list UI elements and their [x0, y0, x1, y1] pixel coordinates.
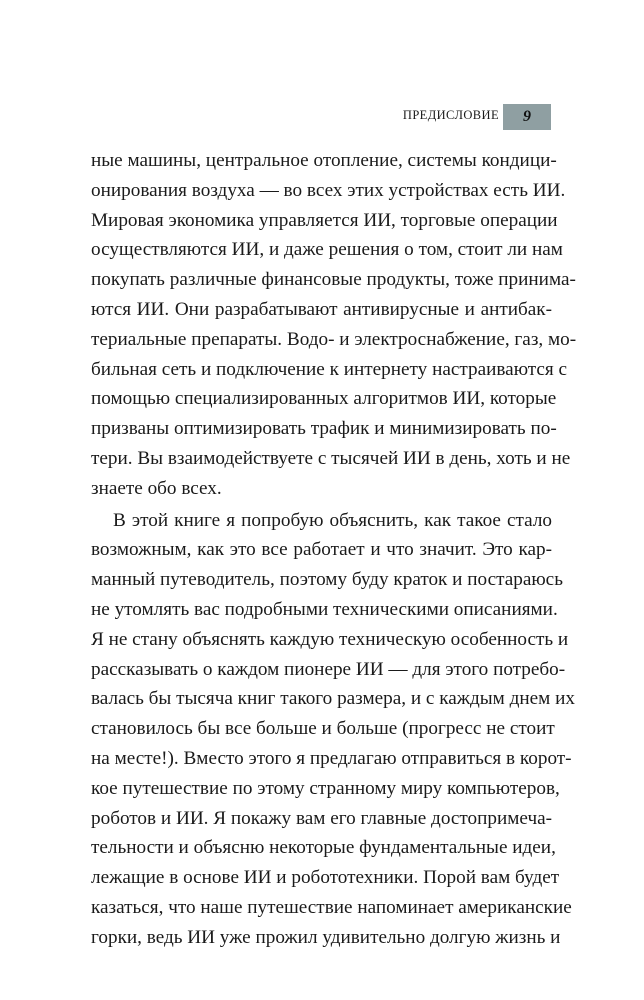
text-line: не утомлять вас подробными техническими описаниями. — [91, 598, 558, 620]
paragraph-1 — [91, 146, 577, 504]
text-line: казаться, что наше путешествие напоминает американские — [91, 896, 572, 918]
text-line: становилось бы все больше и больше (прогресс не стоит — [91, 718, 555, 740]
text-line: лежащие в основе ИИ и робототехники. Порой вам будет — [91, 867, 560, 889]
paragraph-2 — [91, 506, 575, 953]
section-title: ПРЕДИСЛОВИЕ — [402, 108, 499, 122]
text-line: ные машины, центральное отопление, системы кондици- — [91, 150, 557, 171]
text-line: валась бы тысяча книг такого размера, и с каждым днем их — [91, 688, 575, 710]
text-line: горки, ведь ИИ уже прожил удивительно долгую жизнь и — [91, 926, 561, 948]
text-line: тери. Вы взаимодействуете с тысячей ИИ в день, хоть и не — [91, 447, 571, 469]
text-line: возможным, как это все работает и что значит. Это кар- — [91, 539, 552, 561]
text-line: тельности и объясню некоторые фундаментальные идеи, — [91, 837, 556, 859]
text-line: знаете обо всех. — [91, 477, 222, 499]
text-line: онирования воздуха — во всех этих устройствах есть ИИ. — [91, 179, 566, 201]
text-line: Мировая экономика управляется ИИ, торговые операции — [91, 209, 558, 231]
text-line: манный путеводитель, поэтому буду краток и постараюсь — [91, 569, 563, 591]
text-line: Я не стану объяснять каждую техническую особенность и — [91, 628, 569, 650]
text-line: покупать различные финансовые продукты, тоже принима- — [91, 269, 576, 291]
text-line: В этой книге я попробую объяснить, как такое стало — [113, 509, 552, 531]
running-header — [0, 104, 551, 130]
page-number-tab — [503, 104, 551, 130]
text-line: ются ИИ. Они разрабатывают антивирусные и антибак- — [91, 298, 552, 320]
text-line: кое путешествие по этому странному миру компьютеров, — [91, 777, 560, 799]
text-line: на месте!). Вместо этого я предлагаю отправиться в корот- — [91, 747, 572, 769]
text-line: роботов и ИИ. Я покажу вам его главные достопримеча- — [91, 807, 552, 829]
text-line: помощью специализированных алгоритмов ИИ, которые — [91, 388, 557, 410]
text-line: осуществляются ИИ, и даже решения о том, стоит ли нам — [91, 239, 563, 261]
text-line: териальные препараты. Водо- и электроснабжение, газ, мо- — [91, 328, 577, 350]
page-number: 9 — [523, 108, 531, 125]
text-line: рассказывать о каждом пионере ИИ — для этого потребо- — [91, 658, 566, 680]
text-line: бильная сеть и подключение к интернету настраиваются с — [91, 358, 568, 380]
body-text — [91, 146, 577, 953]
text-line: призваны оптимизировать трафик и минимизировать по- — [91, 418, 557, 440]
